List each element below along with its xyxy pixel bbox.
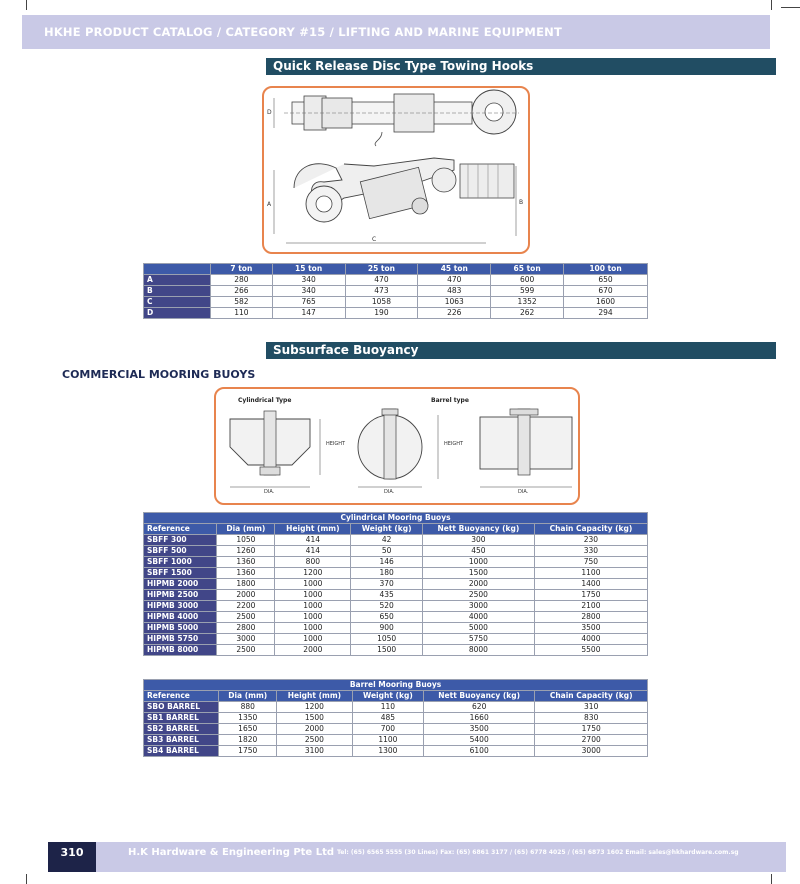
table-cell: 180 <box>351 568 423 579</box>
table-cell: 310 <box>535 702 648 713</box>
table-cell: 5750 <box>422 634 534 645</box>
table-cell: 1200 <box>275 568 351 579</box>
table-cell: 110 <box>211 308 273 319</box>
table-cell: 582 <box>211 297 273 308</box>
table-cell: 146 <box>351 557 423 568</box>
crop-mark <box>771 874 772 884</box>
table-cell: 190 <box>345 308 418 319</box>
column-header: Reference <box>144 691 219 702</box>
table-cell: 5500 <box>534 645 647 656</box>
row-label: HIPMB 5000 <box>144 623 217 634</box>
table-cell: 1352 <box>491 297 564 308</box>
table-cell: 1500 <box>351 645 423 656</box>
label-dia: DIA. <box>384 489 395 495</box>
table-cell: 1100 <box>534 568 647 579</box>
table-cell: 294 <box>564 308 648 319</box>
column-header: Chain Capacity (kg) <box>535 691 648 702</box>
subheading-commercial-mooring-buoys: COMMERCIAL MOORING BUOYS <box>62 368 256 381</box>
cylindrical-mooring-buoys-table <box>143 512 648 656</box>
table-cell: 1820 <box>219 735 277 746</box>
table-cell: 226 <box>418 308 491 319</box>
table-cell: 4000 <box>422 612 534 623</box>
label-dia: DIA. <box>518 489 529 495</box>
table-cell: 750 <box>534 557 647 568</box>
row-label: SBFF 1500 <box>144 568 217 579</box>
table-cell: 230 <box>534 535 647 546</box>
table-cell: 2800 <box>534 612 647 623</box>
table-cell: 1500 <box>422 568 534 579</box>
page-number: 310 <box>48 842 96 872</box>
column-header: Nett Buoyancy (kg) <box>423 691 534 702</box>
table-row <box>144 713 648 724</box>
column-header: 15 ton <box>272 264 345 275</box>
table-caption: Cylindrical Mooring Buoys <box>144 513 648 524</box>
label-cylindrical-type: Cylindrical Type <box>238 397 292 404</box>
table-row <box>144 535 648 546</box>
table-cell: 2000 <box>422 579 534 590</box>
table-cell: 262 <box>491 308 564 319</box>
table-cell: 1500 <box>277 713 353 724</box>
table-cell: 1650 <box>219 724 277 735</box>
label-barrel-type: Barrel type <box>431 397 469 404</box>
table-row <box>144 623 648 634</box>
row-label: A <box>144 275 211 286</box>
column-header: Height (mm) <box>275 524 351 535</box>
table-cell: 2100 <box>534 601 647 612</box>
table-row <box>144 634 648 645</box>
footer-company-name: H.K Hardware & Engineering Pte Ltd <box>128 847 335 858</box>
table-cell: 1350 <box>219 713 277 724</box>
column-header: 25 ton <box>345 264 418 275</box>
table-row <box>144 645 648 656</box>
table-cell: 110 <box>352 702 423 713</box>
table-cell: 600 <box>491 275 564 286</box>
column-header: 45 ton <box>418 264 491 275</box>
table-cell: 3000 <box>422 601 534 612</box>
mooring-buoy-diagram <box>214 387 580 505</box>
table-cell: 650 <box>564 275 648 286</box>
table-cell: 1750 <box>219 746 277 757</box>
towing-hook-table <box>143 263 648 319</box>
table-cell: 2500 <box>277 735 353 746</box>
table-cell: 470 <box>345 275 418 286</box>
table-cell: 765 <box>272 297 345 308</box>
table-row <box>144 308 648 319</box>
footer-contact-info: Tel: (65) 6565 5555 (30 Lines) Fax: (65) 6861 3177 / (65) 6778 4025 / (65) 6873 1602 Email: sales@hkhardware.com.sg <box>337 849 739 856</box>
table-cell: 2500 <box>217 645 275 656</box>
table-cell: 330 <box>534 546 647 557</box>
row-label: SBFF 300 <box>144 535 217 546</box>
dimension-label-b: B <box>519 199 524 206</box>
row-label: C <box>144 297 211 308</box>
row-label: D <box>144 308 211 319</box>
table-cell: 5400 <box>423 735 534 746</box>
label-height: HEIGHT <box>326 441 346 447</box>
table-row <box>144 546 648 557</box>
table-cell: 340 <box>272 286 345 297</box>
barrel-mooring-buoys-table <box>143 679 648 757</box>
table-cell: 830 <box>535 713 648 724</box>
table-cell: 483 <box>418 286 491 297</box>
table-row <box>144 579 648 590</box>
column-header: 7 ton <box>211 264 273 275</box>
table-cell: 435 <box>351 590 423 601</box>
table-cell: 6100 <box>423 746 534 757</box>
table-cell: 470 <box>418 275 491 286</box>
table-caption: Barrel Mooring Buoys <box>144 680 648 691</box>
row-label: HIPMB 4000 <box>144 612 217 623</box>
table-cell: 1800 <box>217 579 275 590</box>
crop-mark <box>771 0 772 10</box>
label-dia: DIA. <box>264 489 275 495</box>
table-cell: 700 <box>352 724 423 735</box>
crop-mark <box>26 0 27 10</box>
column-header <box>144 264 211 275</box>
table-row <box>144 601 648 612</box>
table-row <box>144 297 648 308</box>
table-row <box>144 735 648 746</box>
column-header: 100 ton <box>564 264 648 275</box>
table-row <box>144 286 648 297</box>
row-label: HIPMB 5750 <box>144 634 217 645</box>
mooring-buoy-drawing <box>216 389 578 503</box>
table-cell: 1000 <box>275 623 351 634</box>
row-label: HIPMB 2000 <box>144 579 217 590</box>
table-cell: 370 <box>351 579 423 590</box>
column-header: 65 ton <box>491 264 564 275</box>
row-label: HIPMB 8000 <box>144 645 217 656</box>
dimension-label-c: C <box>372 236 377 243</box>
table-cell: 3100 <box>277 746 353 757</box>
table-cell: 1260 <box>217 546 275 557</box>
column-header: Weight (kg) <box>351 524 423 535</box>
section-title-towing-hooks: Quick Release Disc Type Towing Hooks <box>266 58 776 75</box>
table-cell: 1600 <box>564 297 648 308</box>
dimension-label-a: A <box>267 201 272 208</box>
row-label: B <box>144 286 211 297</box>
table-cell: 473 <box>345 286 418 297</box>
table-cell: 620 <box>423 702 534 713</box>
table-cell: 1750 <box>535 724 648 735</box>
table-cell: 414 <box>275 546 351 557</box>
section-title-subsurface-buoyancy: Subsurface Buoyancy <box>266 342 776 359</box>
table-cell: 1360 <box>217 568 275 579</box>
row-label: SB1 BARREL <box>144 713 219 724</box>
table-cell: 2800 <box>217 623 275 634</box>
table-cell: 1400 <box>534 579 647 590</box>
row-label: SBO BARREL <box>144 702 219 713</box>
table-cell: 450 <box>422 546 534 557</box>
table-cell: 1360 <box>217 557 275 568</box>
table-row <box>144 568 648 579</box>
table-cell: 1050 <box>351 634 423 645</box>
table-cell: 4000 <box>534 634 647 645</box>
table-cell: 280 <box>211 275 273 286</box>
table-cell: 670 <box>564 286 648 297</box>
table-cell: 2000 <box>277 724 353 735</box>
row-label: SB3 BARREL <box>144 735 219 746</box>
label-height: HEIGHT <box>444 441 464 447</box>
crop-mark <box>26 874 27 884</box>
table-cell: 147 <box>272 308 345 319</box>
table-cell: 1750 <box>534 590 647 601</box>
table-cell: 1063 <box>418 297 491 308</box>
table-row <box>144 590 648 601</box>
table-cell: 3000 <box>535 746 648 757</box>
column-header: Nett Buoyancy (kg) <box>422 524 534 535</box>
table-cell: 1000 <box>275 590 351 601</box>
table-cell: 599 <box>491 286 564 297</box>
column-header: Weight (kg) <box>352 691 423 702</box>
table-row <box>144 275 648 286</box>
row-label: SBFF 500 <box>144 546 217 557</box>
table-cell: 2700 <box>535 735 648 746</box>
table-cell: 880 <box>219 702 277 713</box>
table-cell: 1300 <box>352 746 423 757</box>
table-cell: 2500 <box>217 612 275 623</box>
table-row <box>144 612 648 623</box>
table-cell: 414 <box>275 535 351 546</box>
row-label: SB4 BARREL <box>144 746 219 757</box>
table-cell: 3500 <box>423 724 534 735</box>
row-label: HIPMB 2500 <box>144 590 217 601</box>
page-header-title: HKHE PRODUCT CATALOG / CATEGORY #15 / LIFTING AND MARINE EQUIPMENT <box>44 25 562 39</box>
table-cell: 266 <box>211 286 273 297</box>
column-header: Dia (mm) <box>219 691 277 702</box>
table-cell: 485 <box>352 713 423 724</box>
table-cell: 3500 <box>534 623 647 634</box>
table-cell: 2200 <box>217 601 275 612</box>
column-header: Height (mm) <box>277 691 353 702</box>
table-cell: 1000 <box>275 601 351 612</box>
table-cell: 42 <box>351 535 423 546</box>
table-cell: 2500 <box>422 590 534 601</box>
table-cell: 2000 <box>275 645 351 656</box>
column-header: Chain Capacity (kg) <box>534 524 647 535</box>
table-cell: 340 <box>272 275 345 286</box>
table-row <box>144 724 648 735</box>
towing-hook-diagram <box>262 86 530 254</box>
table-cell: 50 <box>351 546 423 557</box>
column-header: Dia (mm) <box>217 524 275 535</box>
table-row <box>144 702 648 713</box>
table-cell: 1058 <box>345 297 418 308</box>
table-cell: 8000 <box>422 645 534 656</box>
table-cell: 300 <box>422 535 534 546</box>
table-row <box>144 746 648 757</box>
table-cell: 1200 <box>277 702 353 713</box>
table-cell: 1000 <box>275 634 351 645</box>
table-cell: 3000 <box>217 634 275 645</box>
column-header: Reference <box>144 524 217 535</box>
dimension-label-d: D <box>267 109 272 116</box>
row-label: HIPMB 3000 <box>144 601 217 612</box>
table-cell: 1000 <box>275 612 351 623</box>
table-cell: 900 <box>351 623 423 634</box>
table-cell: 520 <box>351 601 423 612</box>
table-cell: 1100 <box>352 735 423 746</box>
table-cell: 650 <box>351 612 423 623</box>
table-cell: 5000 <box>422 623 534 634</box>
table-cell: 1050 <box>217 535 275 546</box>
towing-hook-drawing <box>264 88 528 252</box>
table-row <box>144 557 648 568</box>
row-label: SBFF 1000 <box>144 557 217 568</box>
crop-mark <box>781 7 800 8</box>
table-cell: 1000 <box>275 579 351 590</box>
table-cell: 800 <box>275 557 351 568</box>
table-cell: 2000 <box>217 590 275 601</box>
table-cell: 1000 <box>422 557 534 568</box>
table-cell: 1660 <box>423 713 534 724</box>
row-label: SB2 BARREL <box>144 724 219 735</box>
